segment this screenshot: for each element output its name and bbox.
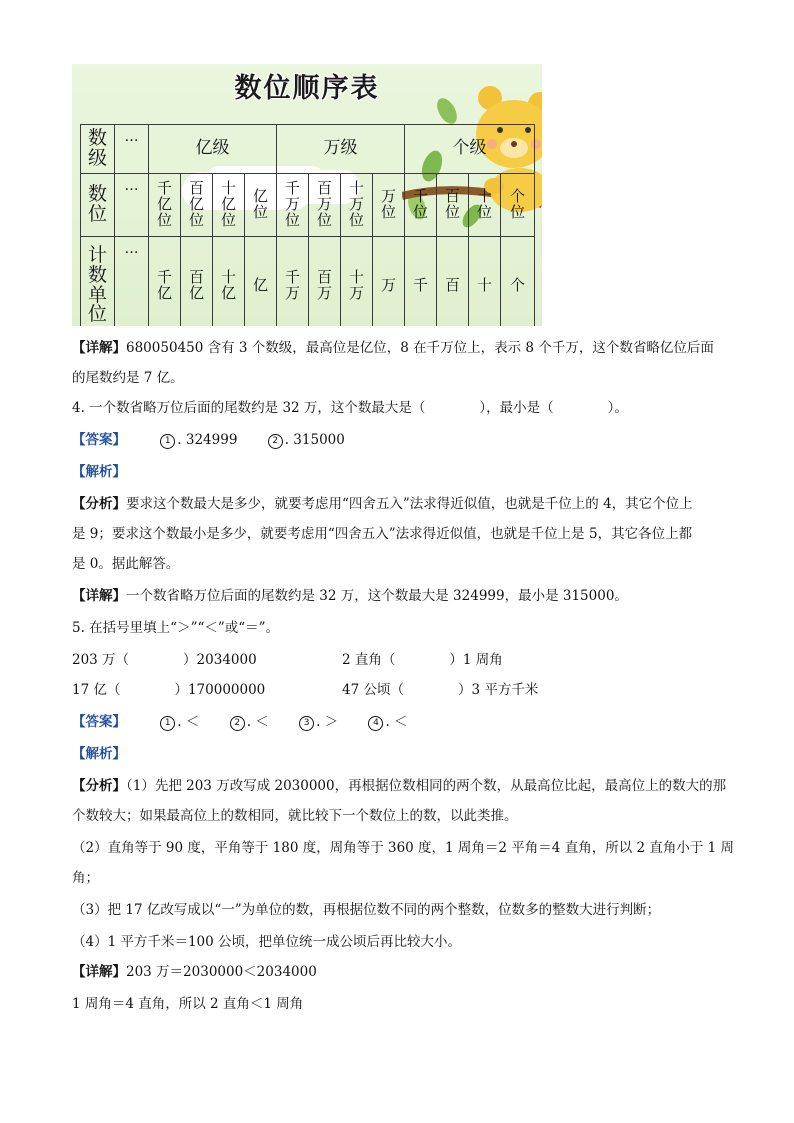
answer-item: 2 . 315000 xyxy=(268,430,345,450)
unit-cell: 个 xyxy=(501,237,535,327)
answer-item: 1 . ＜ xyxy=(160,712,199,732)
place-cell: 千位 xyxy=(405,174,437,237)
ellipsis-cell: … xyxy=(115,174,149,237)
place-cell: 十万位 xyxy=(341,174,373,237)
analysis-line: 【分析】（1）先把 203 万改写成 2030000，再根据位数相同的两个数，从最高位比起，最高位上的数大的那 xyxy=(72,778,727,794)
level-yi: 亿级 xyxy=(149,125,277,174)
analysis-line: 【分析】要求这个数最大是多少，就要考虑用“四舍五入”法求得近似值，也就是千位上的 4，其它个位上 xyxy=(72,496,693,512)
answer-line: 【答案】 1 . 324999 2 . 315000 xyxy=(72,432,345,448)
place-cell: 万位 xyxy=(373,174,405,237)
table-title: 数位顺序表 xyxy=(234,73,380,104)
analysis-tag: 【解析】 xyxy=(72,746,126,762)
answer-item: 3 . ＞ xyxy=(299,712,338,732)
detail-line: 的尾数约是 7 亿。 xyxy=(72,370,184,386)
place-cell: 千亿位 xyxy=(149,174,181,237)
unit-cell: 十亿 xyxy=(213,237,245,327)
analysis-line: 是 9；要求这个数最小是多少，就要考虑用“四舍五入”法求得近似值，也就是千位上是 5，其它各位上都 xyxy=(72,526,693,542)
question-4: 4. 一个数省略万位后面的尾数约是 32 万，这个数最大是（ ），最小是（ ）。 xyxy=(72,400,628,416)
level-wan: 万级 xyxy=(277,125,405,174)
place-cell: 个位 xyxy=(501,174,535,237)
detail-line: 【详解】203 万＝2030000＜2034000 xyxy=(72,964,317,980)
place-cell: 百亿位 xyxy=(181,174,213,237)
place-value-table-image xyxy=(72,64,542,326)
row-header-level: 数级 xyxy=(81,125,115,174)
unit-cell: 百亿 xyxy=(181,237,213,327)
unit-cell: 万 xyxy=(373,237,405,327)
place-cell: 十位 xyxy=(469,174,501,237)
detail-line: 1 周角＝4 直角，所以 2 直角＜1 周角 xyxy=(72,996,304,1012)
ellipsis-cell: … xyxy=(115,237,149,327)
analysis-line: （2）直角等于 90 度，平角等于 180 度，周角等于 360 度，1 周角＝2 平角＝4 直角，所以 2 直角小于 1 周 xyxy=(72,840,735,856)
unit-cell: 百 xyxy=(437,237,469,327)
unit-cell: 亿 xyxy=(245,237,277,327)
unit-cell: 千万 xyxy=(277,237,309,327)
unit-cell: 十万 xyxy=(341,237,373,327)
level-ge: 个级 xyxy=(405,125,535,174)
analysis-line: 个数较大；如果最高位上的数相同，就比较下一个数位上的数，以此类推。 xyxy=(72,808,518,824)
answer-item: 4 . ＜ xyxy=(368,712,407,732)
ellipsis-cell: … xyxy=(115,125,149,174)
place-cell: 百万位 xyxy=(309,174,341,237)
analysis-line: 是 0。据此解答。 xyxy=(72,556,180,572)
place-cell: 亿位 xyxy=(245,174,277,237)
question-5: 5. 在括号里填上“＞”“＜”或“＝”。 xyxy=(72,620,280,636)
unit-cell: 百万 xyxy=(309,237,341,327)
place-cell: 十亿位 xyxy=(213,174,245,237)
detail-line: 【详解】680050450 含有 3 个数级，最高位是亿位，8 在千万位上，表示 8 个千万，这个数省略亿位后面 xyxy=(72,340,714,356)
unit-cell: 十 xyxy=(469,237,501,327)
place-cell: 千万位 xyxy=(277,174,309,237)
unit-cell: 千亿 xyxy=(149,237,181,327)
analysis-line: （4）1 平方千米＝100 公顷，把单位统一成公顷后再比较大小。 xyxy=(72,934,462,950)
place-cell: 百位 xyxy=(437,174,469,237)
place-value-table xyxy=(80,124,535,326)
detail-line: 【详解】一个数省略万位后面的尾数约是 32 万，这个数最大是 324999，最小是 315000。 xyxy=(72,588,628,604)
analysis-tag: 【解析】 xyxy=(72,464,126,480)
answer-item: 1 . 324999 xyxy=(160,430,237,450)
analysis-line: 角； xyxy=(72,870,99,886)
compare-row: 203 万（ ）2034000 2 直角（ ）1 周角 xyxy=(72,652,503,668)
row-header-unit: 计数单位 xyxy=(81,237,115,327)
answer-item: 2 . ＜ xyxy=(230,712,269,732)
row-header-place: 数位 xyxy=(81,174,115,237)
compare-row: 17 亿（ ）170000000 47 公顷（ ）3 平方千米 xyxy=(72,682,539,698)
answer-line: 【答案】 1 . ＜ 2 . ＜ 3 . ＞ 4 . ＜ xyxy=(72,714,408,730)
analysis-line: （3）把 17 亿改写成以“一”为单位的数，再根据位数不同的两个整数，位数多的整数大进行判断； xyxy=(72,902,661,918)
unit-cell: 千 xyxy=(405,237,437,327)
